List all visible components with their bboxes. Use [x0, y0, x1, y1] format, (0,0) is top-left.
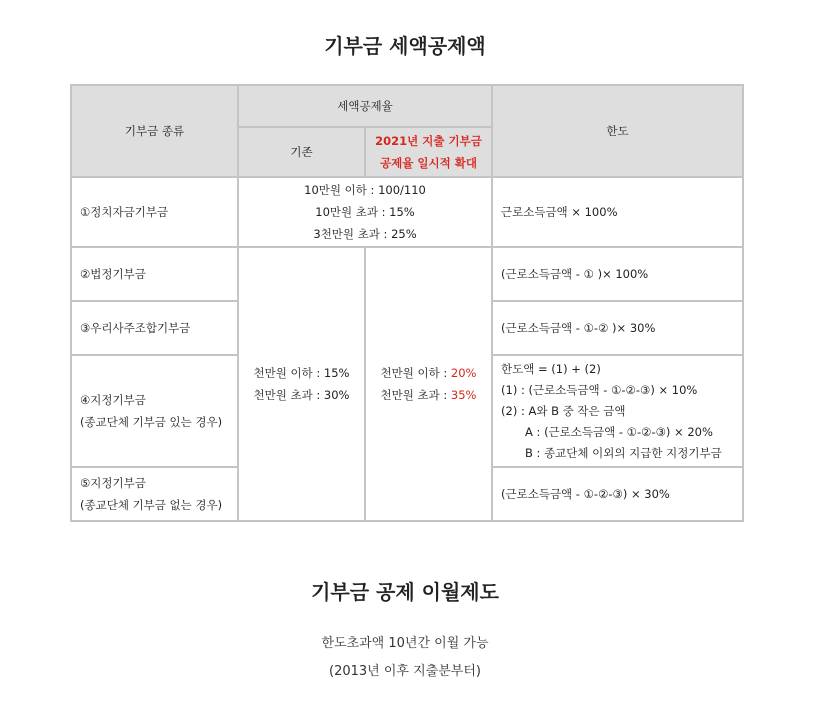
row-limit: 근로소득금액 × 100%: [492, 177, 743, 247]
table-row: [71, 177, 743, 247]
row-limit: (근로소득금액 - ①-② )× 30%: [492, 301, 743, 355]
donation-deduction-table: [70, 84, 744, 522]
limit-line: (1) : (근로소득금액 - ①-②-③) × 10%: [501, 382, 698, 397]
limit-line: A : (근로소득금액 - ①-②-③) × 20%: [525, 424, 713, 439]
header-rate: 세액공제율: [238, 85, 492, 127]
header-type: 기부금 종류: [71, 85, 238, 177]
shared-base-rate: [238, 247, 365, 521]
base-rate-line2: 천만원 초과 : 30%: [253, 388, 350, 402]
row-type: [71, 467, 238, 521]
shared-expanded-rate: [365, 247, 492, 521]
row-limit: (근로소득금액 - ①-②-③) × 30%: [492, 467, 743, 521]
rate-line: 10만원 초과 : 15%: [315, 205, 415, 219]
row-type-line2: (종교단체 기부금 없는 경우): [80, 498, 223, 512]
row-type-line1: ⑤지정기부금: [80, 476, 146, 490]
expanded-rate-value: 20%: [450, 366, 477, 380]
header-limit: 한도: [492, 85, 743, 177]
table-row: [71, 247, 743, 301]
rate-line: 10만원 이하 : 100/110: [304, 183, 426, 197]
header-expanded-line1: 2021년 지출 기부금: [375, 134, 482, 148]
carryover-title: 기부금 공제 이월제도: [311, 580, 499, 604]
header-base: 기존: [238, 127, 365, 177]
base-rate-line1: 천만원 이하 : 15%: [253, 366, 350, 380]
carryover-line1: 한도초과액 10년간 이월 가능: [321, 636, 489, 651]
row-type-line1: ④지정기부금: [80, 393, 146, 407]
page-title: 기부금 세액공제액: [324, 34, 486, 58]
limit-line: 한도액 = (1) + (2): [501, 361, 601, 376]
row-type-line2: (종교단체 기부금 있는 경우): [80, 415, 223, 429]
row-limit: [492, 355, 743, 467]
row-type: ③우리사주조합기부금: [71, 301, 238, 355]
limit-line: B : 종교단체 이외의 지급한 지정기부금: [525, 445, 722, 460]
row-rate: [238, 177, 492, 247]
row-type: ①정치자금기부금: [71, 177, 238, 247]
expanded-rate-line1: [374, 362, 483, 384]
expanded-rate-label: 천만원 이하 :: [380, 366, 451, 380]
carryover-line2: (2013년 이후 지출분부터): [329, 664, 481, 679]
rate-line: 3천만원 초과 : 25%: [313, 227, 417, 241]
row-type: [71, 355, 238, 467]
expanded-rate-line2: [374, 384, 483, 406]
row-limit: (근로소득금액 - ① )× 100%: [492, 247, 743, 301]
limit-line: (2) : A와 B 중 작은 금액: [501, 403, 626, 418]
expanded-rate-value: 35%: [450, 388, 477, 402]
row-type: ②법정기부금: [71, 247, 238, 301]
expanded-rate-label: 천만원 초과 :: [380, 388, 451, 402]
header-expanded: [365, 127, 492, 177]
header-expanded-line2: 공제율 일시적 확대: [380, 156, 477, 170]
